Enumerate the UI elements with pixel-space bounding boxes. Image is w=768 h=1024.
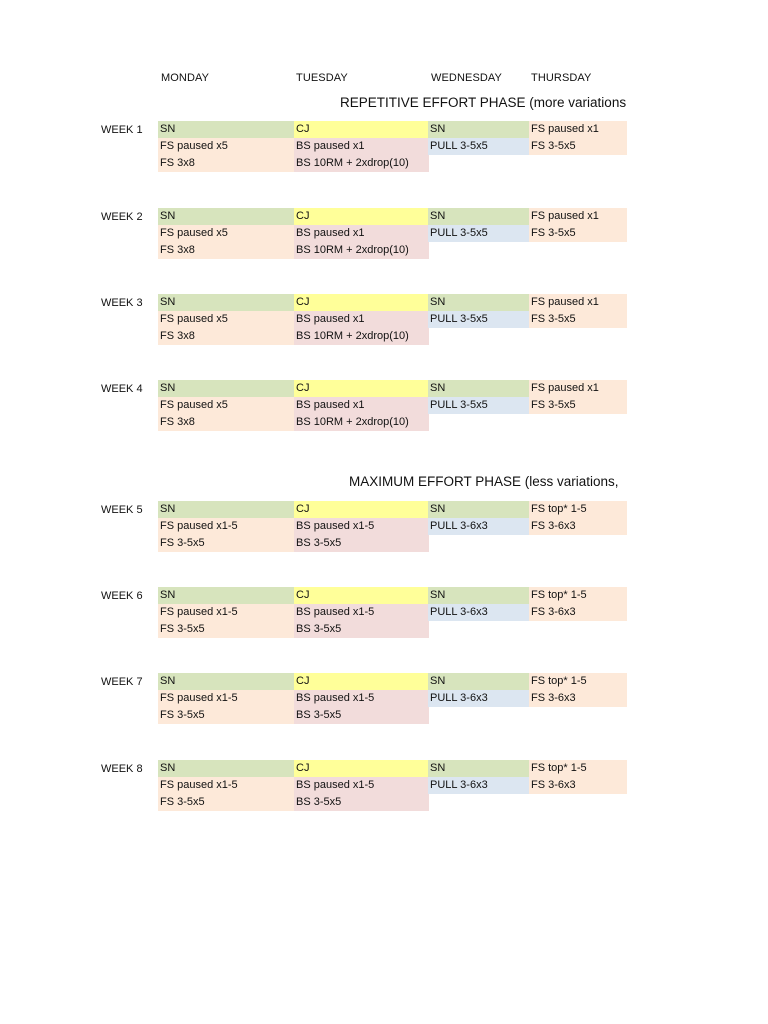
week-label: WEEK 1 bbox=[101, 124, 143, 136]
week-block bbox=[0, 294, 768, 347]
thursday-cell: FS 3-5x5 bbox=[529, 138, 627, 155]
week-label: WEEK 8 bbox=[101, 763, 143, 775]
tuesday-cell: BS paused x1 bbox=[294, 138, 429, 155]
monday-cell: FS paused x5 bbox=[158, 138, 294, 155]
tuesday-cell: CJ bbox=[294, 501, 429, 518]
tuesday-cell: BS 3-5x5 bbox=[294, 707, 429, 724]
tuesday-cell: CJ bbox=[294, 294, 429, 311]
tuesday-cell: CJ bbox=[294, 673, 429, 690]
thursday-cell: FS 3-6x3 bbox=[529, 604, 627, 621]
tuesday-cell: BS paused x1 bbox=[294, 311, 429, 328]
week-label: WEEK 6 bbox=[101, 590, 143, 602]
thursday-cell: FS 3-5x5 bbox=[529, 397, 627, 414]
monday-cell: SN bbox=[158, 587, 294, 604]
wednesday-cell: SN bbox=[428, 380, 529, 397]
phase-title-maximum-text: MAXIMUM EFFORT PHASE (less variations, bbox=[349, 474, 619, 489]
tuesday-cell: BS 3-5x5 bbox=[294, 621, 429, 638]
tuesday-cell: BS paused x1-5 bbox=[294, 777, 429, 794]
monday-cell: FS 3-5x5 bbox=[158, 621, 294, 638]
week-block bbox=[0, 587, 768, 640]
week-block bbox=[0, 121, 768, 174]
monday-cell: FS 3-5x5 bbox=[158, 535, 294, 552]
wednesday-cell: SN bbox=[428, 501, 529, 518]
thursday-cell: FS 3-6x3 bbox=[529, 690, 627, 707]
thursday-cell: FS paused x1 bbox=[529, 121, 627, 138]
wednesday-cell: PULL 3-6x3 bbox=[428, 690, 529, 707]
thursday-cell: FS top* 1-5 bbox=[529, 587, 627, 604]
thursday-cell: FS 3-6x3 bbox=[529, 518, 627, 535]
tuesday-cell: BS 10RM + 2xdrop(10) bbox=[294, 242, 429, 259]
monday-cell: FS 3x8 bbox=[158, 242, 294, 259]
tuesday-cell: BS 10RM + 2xdrop(10) bbox=[294, 328, 429, 345]
tuesday-cell: CJ bbox=[294, 208, 429, 225]
wednesday-cell: PULL 3-6x3 bbox=[428, 777, 529, 794]
tuesday-cell: CJ bbox=[294, 760, 429, 777]
tuesday-cell: BS paused x1-5 bbox=[294, 518, 429, 535]
thursday-cell: FS top* 1-5 bbox=[529, 501, 627, 518]
phase-title-repetitive-text: REPETITIVE EFFORT PHASE (more variations bbox=[340, 95, 627, 110]
week-block bbox=[0, 673, 768, 726]
monday-cell: SN bbox=[158, 121, 294, 138]
week-block bbox=[0, 380, 768, 433]
monday-cell: SN bbox=[158, 380, 294, 397]
tuesday-cell: BS paused x1-5 bbox=[294, 604, 429, 621]
tuesday-cell: BS 10RM + 2xdrop(10) bbox=[294, 414, 429, 431]
thursday-cell: FS top* 1-5 bbox=[529, 673, 627, 690]
week-label: WEEK 3 bbox=[101, 297, 143, 309]
week-label: WEEK 7 bbox=[101, 676, 143, 688]
wednesday-cell: SN bbox=[428, 294, 529, 311]
week-block bbox=[0, 760, 768, 813]
monday-cell: SN bbox=[158, 208, 294, 225]
thursday-cell: FS 3-5x5 bbox=[529, 311, 627, 328]
week-label: WEEK 5 bbox=[101, 504, 143, 516]
tuesday-cell: BS paused x1-5 bbox=[294, 690, 429, 707]
wednesday-cell: SN bbox=[428, 208, 529, 225]
wednesday-cell: PULL 3-5x5 bbox=[428, 397, 529, 414]
monday-cell: FS paused x1-5 bbox=[158, 690, 294, 707]
monday-cell: FS paused x5 bbox=[158, 311, 294, 328]
phase-title-maximum bbox=[150, 474, 628, 492]
header-thursday: THURSDAY bbox=[531, 72, 592, 84]
header-monday: MONDAY bbox=[161, 72, 210, 84]
tuesday-cell: BS paused x1 bbox=[294, 225, 429, 242]
thursday-cell: FS 3-5x5 bbox=[529, 225, 627, 242]
tuesday-cell: CJ bbox=[294, 587, 429, 604]
tuesday-cell: CJ bbox=[294, 121, 429, 138]
thursday-cell: FS paused x1 bbox=[529, 208, 627, 225]
wednesday-cell: SN bbox=[428, 121, 529, 138]
week-block bbox=[0, 501, 768, 554]
monday-cell: FS 3x8 bbox=[158, 414, 294, 431]
week-label: WEEK 2 bbox=[101, 211, 143, 223]
wednesday-cell: PULL 3-5x5 bbox=[428, 138, 529, 155]
wednesday-cell: PULL 3-6x3 bbox=[428, 518, 529, 535]
week-label: WEEK 4 bbox=[101, 383, 143, 395]
monday-cell: FS paused x5 bbox=[158, 225, 294, 242]
monday-cell: FS 3x8 bbox=[158, 155, 294, 172]
monday-cell: SN bbox=[158, 673, 294, 690]
thursday-cell: FS top* 1-5 bbox=[529, 760, 627, 777]
wednesday-cell: SN bbox=[428, 760, 529, 777]
monday-cell: FS paused x1-5 bbox=[158, 777, 294, 794]
header-tuesday: TUESDAY bbox=[296, 72, 348, 84]
wednesday-cell: PULL 3-6x3 bbox=[428, 604, 529, 621]
monday-cell: FS 3-5x5 bbox=[158, 707, 294, 724]
wednesday-cell: PULL 3-5x5 bbox=[428, 311, 529, 328]
thursday-cell: FS paused x1 bbox=[529, 294, 627, 311]
monday-cell: SN bbox=[158, 501, 294, 518]
thursday-cell: FS paused x1 bbox=[529, 380, 627, 397]
thursday-cell: FS 3-6x3 bbox=[529, 777, 627, 794]
tuesday-cell: BS paused x1 bbox=[294, 397, 429, 414]
tuesday-cell: BS 3-5x5 bbox=[294, 535, 429, 552]
wednesday-cell: SN bbox=[428, 673, 529, 690]
phase-title-repetitive bbox=[150, 95, 628, 113]
tuesday-cell: BS 10RM + 2xdrop(10) bbox=[294, 155, 429, 172]
monday-cell: FS paused x5 bbox=[158, 397, 294, 414]
monday-cell: SN bbox=[158, 760, 294, 777]
wednesday-cell: PULL 3-5x5 bbox=[428, 225, 529, 242]
monday-cell: FS paused x1-5 bbox=[158, 604, 294, 621]
monday-cell: FS paused x1-5 bbox=[158, 518, 294, 535]
monday-cell: FS 3x8 bbox=[158, 328, 294, 345]
wednesday-cell: SN bbox=[428, 587, 529, 604]
tuesday-cell: CJ bbox=[294, 380, 429, 397]
header-wednesday: WEDNESDAY bbox=[431, 72, 502, 84]
week-block bbox=[0, 208, 768, 261]
monday-cell: SN bbox=[158, 294, 294, 311]
tuesday-cell: BS 3-5x5 bbox=[294, 794, 429, 811]
monday-cell: FS 3-5x5 bbox=[158, 794, 294, 811]
